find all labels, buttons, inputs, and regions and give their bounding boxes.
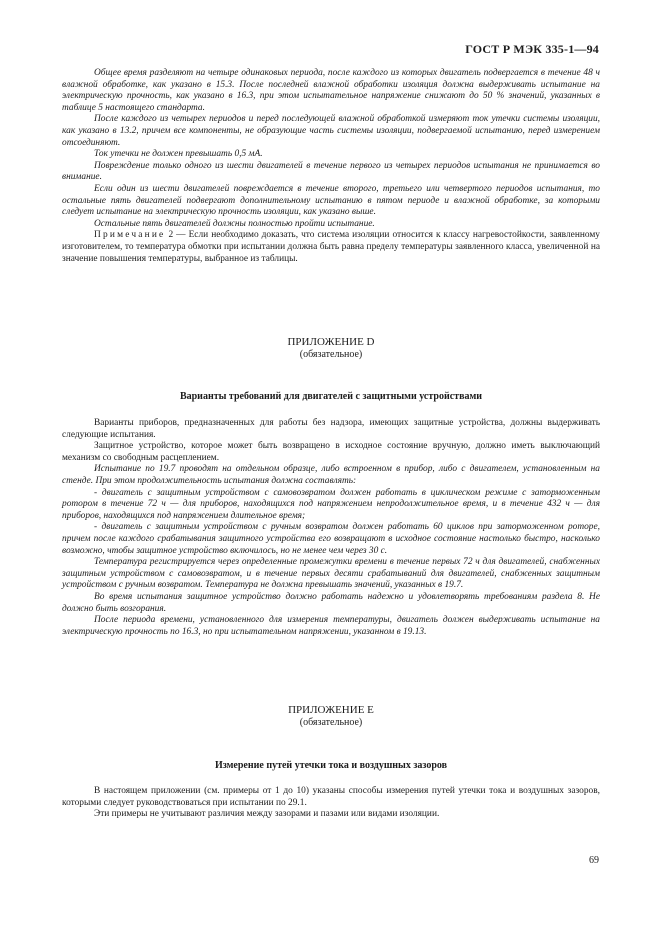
appendix-d-status: (обязательное) <box>299 349 363 360</box>
paragraph: Повреждение только одного из шести двигателей в течение первого из четырех периодов испытания не принимается во внимание. <box>62 160 600 183</box>
paragraph: Остальные пять двигателей должны полностью пройти испытание. <box>94 218 375 229</box>
page-number: 69 <box>589 855 599 866</box>
paragraph: Во время испытания защитное устройство должно работать надежно и удовлетворять требованиям раздела 8. Не должно быть возгорания. <box>62 591 600 614</box>
paragraph: Защитное устройство, которое может быть возвращено в исходное состояние вручную, должно иметь выключающий механизм со свободным расцеплением. <box>62 441 600 463</box>
appendix-d-heading: Варианты требований для двигателей с защитными устройствами <box>179 391 483 402</box>
intro-section <box>62 68 600 265</box>
paragraph: После периода времени, установленного для измерения температуры, двигатель должен выдерживать испытание на электрическую прочность по 16.3, но при испытательном напряжении, указанном в 19.13. <box>62 615 600 637</box>
paragraph: Испытание по 19.7 проводят на отдельном образце, либо встроенном в прибор, либо с двигателем, установленным на стенде. При этом продолжительность испытания должна составлять: <box>62 464 600 486</box>
appendix-e-title: ПРИЛОЖЕНИЕ Е <box>288 704 374 716</box>
paragraph: Варианты приборов, предназначенных для работы без надзора, имеющих защитные устройства, должны выдерживать следующие испытания. <box>62 418 600 440</box>
paragraph: - двигатель с защитным устройством с ручным возвратом должен работать 60 циклов при заторможенном роторе, причем после каждого срабатывания защитного устройства его возвращают в исходное состояние настолько быстро, насколько возможно, чтобы защитное устройство включилось, но не менее чем через 30 с. <box>62 522 600 556</box>
paragraph: Общее время разделяют на четыре одинаковых периода, после каждого из которых двигатель подвергается в течение 48 ч влажной обработке, как указано в 15.3. После последней влажной обработки изоляция должна выдерживать испытание на электрическую прочность, как указано в 16.3, при этом испытательное напряжение снижают до 50 % значений, указанных в таблице 5 настоящего стандарта. <box>62 68 600 113</box>
appendix-e-body <box>62 786 600 821</box>
paragraph: Температура регистрируется через определенные промежутки времени в течение первых 72 ч для двигателей, снабженных защитным устройством с самовозвратом, и в течение первых десяти срабатываний для двигателей, снабженных защитным устройством с ручным возвратом. Температура не должна превышать значений, указанных в 19.7. <box>62 557 600 591</box>
appendix-e-header <box>62 704 600 729</box>
appendix-e-status: (обязательное) <box>299 717 363 728</box>
appendix-d-body <box>62 418 600 638</box>
paragraph: После каждого из четырех периодов и перед последующей влажной обработкой измеряют ток утечки системы изоляции, как указано в 13.2, причем все компоненты, не образующие часть системы изоляции, подвергаемой испытанию, перед измерением отсоединяют. <box>62 114 600 148</box>
paragraph: Если один из шести двигателей повреждается в течение второго, третьего или четвертого периодов испытания, то остальные пять двигателей подвергают дополнительному испытанию в пятом периоде и влажной обработке, за которыми следует испытание на электрическую прочность изоляции, как указано выше. <box>62 183 600 218</box>
appendix-e-heading: Измерение путей утечки тока и воздушных зазоров <box>214 760 448 771</box>
appendix-d-title: ПРИЛОЖЕНИЕ D <box>287 336 375 348</box>
appendix-d-header <box>62 336 600 361</box>
appendix-d-heading-block <box>62 391 600 403</box>
paragraph: В настоящем приложении (см. примеры от 1 до 10) указаны способы измерения путей утечки тока и воздушных зазоров, которыми следует руководствоваться при испытании по 29.1. <box>62 786 600 808</box>
paragraph: - двигатель с защитным устройством с самовозвратом должен работать в циклическом режиме с заторможенным ротором в течение 72 ч — для приборов, находящихся под напряжением непродолжительное время, и в течение 432 ч — для приборов, находящихся под напряжением длительное время; <box>62 487 600 521</box>
appendix-e-heading-block <box>62 760 600 772</box>
paragraph: Ток утечки не должен превышать 0,5 мА. <box>94 149 263 160</box>
standard-header: ГОСТ Р МЭК 335-1—94 <box>465 42 599 56</box>
note-text: 2 — Если необходимо доказать, что система изоляции относится к классу нагревостойкости, заявленному изготовителем, то температура обмотки при испытании должна быть равна пределу температуры заявленного класса, увеличенной на значение повышения температуры, выбранное из таблицы. <box>62 230 600 264</box>
paragraph: Эти примеры не учитывают различия между зазорами и пазами или видами изоляции. <box>94 809 440 820</box>
note-label: Примечание <box>94 230 166 241</box>
note-paragraph <box>62 230 600 265</box>
